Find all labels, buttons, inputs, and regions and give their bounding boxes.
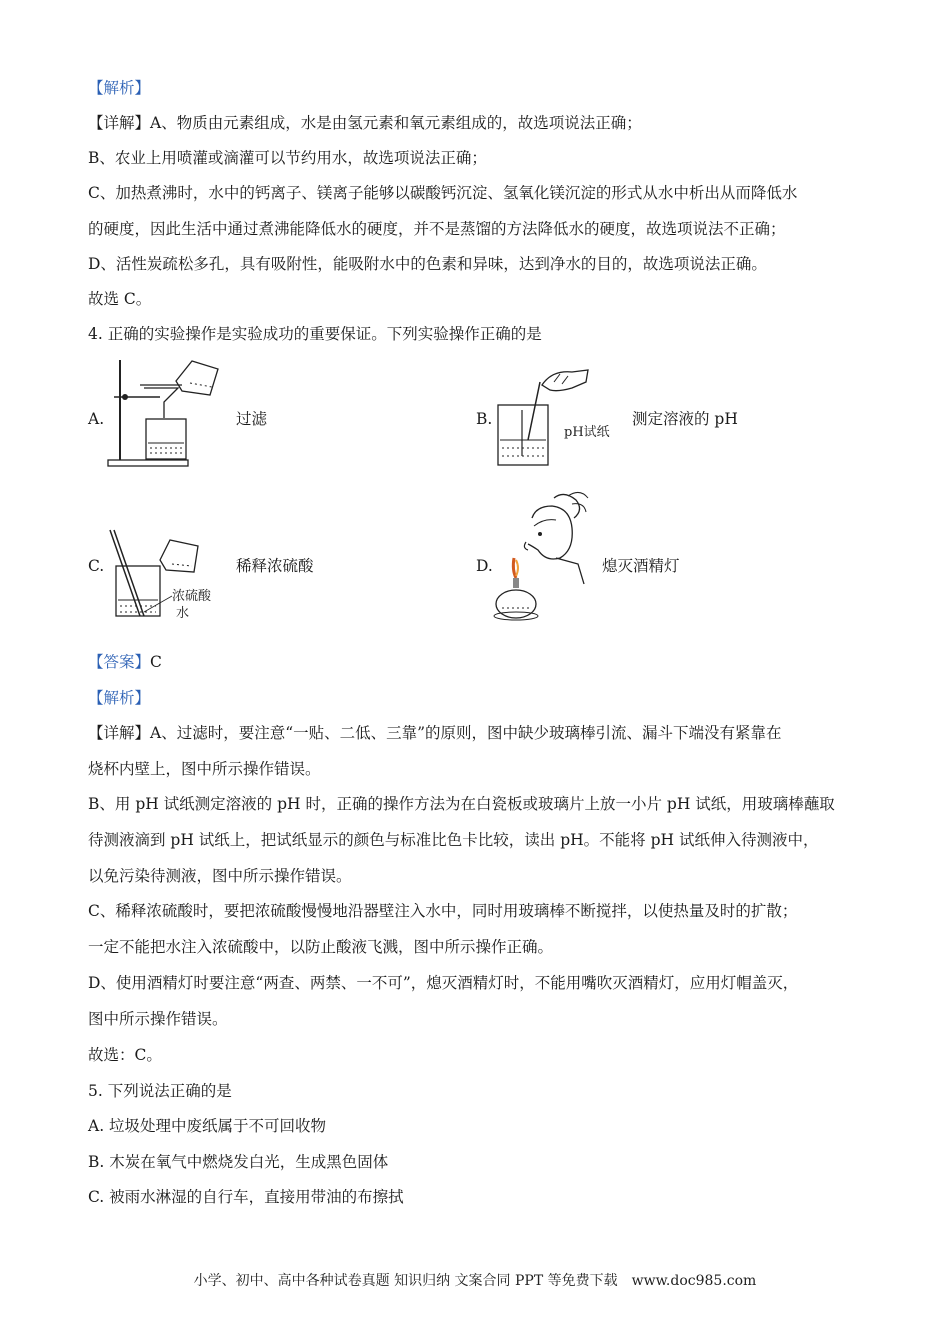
- detail-tag-1: 【详解】: [88, 114, 151, 132]
- analysis-tag-2: 【解析】: [88, 689, 151, 707]
- dilute-acid-illustration: [100, 528, 225, 623]
- q4-detail-line-9: 图中所示操作错误。: [88, 1010, 228, 1028]
- footer-url[interactable]: www.doc985.com: [631, 1273, 757, 1289]
- q4-detail-a: A、过滤时，要注意“一贴、二低、三靠”的原则，图中缺少玻璃棒引流、漏斗下端没有紧靠在: [150, 724, 782, 742]
- answer-value: C: [150, 653, 162, 671]
- detail-conclusion: 故选 C。: [88, 290, 152, 308]
- detail-b-line: B、农业上用喷灌或滴灌可以节约用水，故选项说法正确；: [88, 149, 487, 167]
- q4-detail-line-5: 以免污染待测液，图中所示操作错误。: [88, 867, 352, 885]
- detail-a-text: A、物质由元素组成，水是由氢元素和氧元素组成的，故选项说法正确；: [150, 114, 642, 132]
- q5-option-a: A. 垃圾处理中废纸属于不可回收物: [88, 1117, 327, 1135]
- option-d-caption: 熄灭酒精灯: [602, 557, 680, 575]
- answer-tag: 【答案】: [88, 653, 151, 671]
- filtration-illustration: [100, 355, 225, 470]
- q4-detail-line-3: B、用 pH 试纸测定溶液的 pH 时，正确的操作方法为在白瓷板或玻璃片上放一小片 pH 试纸，用玻璃棒蘸取: [88, 795, 835, 813]
- q4-stem: 4. 正确的实验操作是实验成功的重要保证。下列实验操作正确的是: [88, 325, 542, 343]
- option-c-letter: C.: [88, 557, 105, 575]
- blow-out-lamp-illustration: [492, 488, 592, 623]
- detail-a-line: [88, 113, 642, 133]
- q5-stem: 5. 下列说法正确的是: [88, 1082, 232, 1100]
- ph-test-illustration: [492, 360, 622, 470]
- water-label: 水: [176, 606, 190, 621]
- page-footer: [0, 1270, 950, 1290]
- option-d-letter: D.: [476, 557, 493, 575]
- option-a-caption: 过滤: [236, 410, 268, 428]
- q4-detail-line-2: 烧杯内壁上，图中所示操作错误。: [88, 760, 321, 778]
- option-b-letter: B.: [476, 410, 493, 428]
- q4-detail-line-4: 待测液滴到 pH 试纸上，把试纸显示的颜色与标准比色卡比较，读出 pH。不能将 pH 试纸伸入待测液中，: [88, 831, 819, 849]
- answer-line: [88, 652, 162, 672]
- detail-c-line-2: 的硬度，因此生活中通过煮沸能降低水的硬度，并不是蒸馏的方法降低水的硬度，故选项说法不正确；: [88, 220, 786, 238]
- footer-text: 小学、初中、高中各种试卷真题 知识归纳 文案合同 PPT 等免费下载: [193, 1273, 618, 1289]
- q4-detail-line-8: D、使用酒精灯时要注意“两查、两禁、一不可”，熄灭酒精灯时，不能用嘴吹灭酒精灯，应用灯帽盖灭，: [88, 974, 799, 992]
- option-a-letter: A.: [88, 410, 105, 428]
- detail-tag-2: 【详解】: [88, 724, 151, 742]
- option-b-caption: 测定溶液的 pH: [632, 410, 738, 428]
- q4-detail-line-1: [88, 723, 782, 743]
- detail-c-line-1: C、加热煮沸时，水中的钙离子、镁离子能够以碳酸钙沉淀、氢氧化镁沉淀的形式从水中析出从而降低水: [88, 184, 798, 202]
- q5-option-b: B. 木炭在氧气中燃烧发白光，生成黑色固体: [88, 1153, 389, 1171]
- q4-conclusion: 故选：C。: [88, 1046, 162, 1064]
- q5-option-c: C. 被雨水淋湿的自行车，直接用带油的布擦拭: [88, 1188, 404, 1206]
- option-c-caption: 稀释浓硫酸: [236, 557, 314, 575]
- detail-d-line: D、活性炭疏松多孔，具有吸附性，能吸附水中的色素和异味，达到净水的目的，故选项说法正确。: [88, 255, 767, 273]
- q4-detail-line-6: C、稀释浓硫酸时，要把浓硫酸慢慢地沿器壁注入水中，同时用玻璃棒不断搅拌，以使热量及时的扩散；: [88, 902, 798, 920]
- q4-detail-line-7: 一定不能把水注入浓硫酸中，以防止酸液飞溅，图中所示操作正确。: [88, 938, 554, 956]
- conc-acid-label: 浓硫酸: [172, 589, 212, 604]
- analysis-tag-1: 【解析】: [88, 79, 151, 97]
- ph-paper-label: pH试纸: [564, 425, 610, 440]
